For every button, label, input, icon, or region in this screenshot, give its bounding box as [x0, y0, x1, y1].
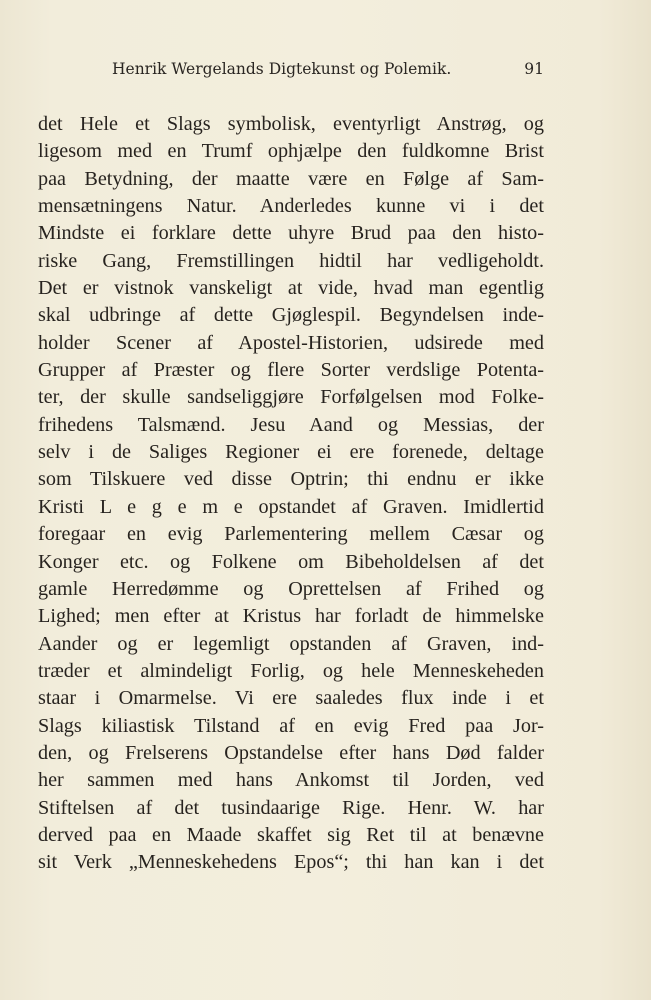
running-head: [112, 60, 544, 86]
text-line: Kristi L e g e m e opstandet af Graven. Imidlertid: [38, 495, 544, 518]
text-line: paa Betydning, der maatte være en Følge af Sam-: [38, 167, 544, 190]
text-line: Aander og er legemligt opstanden af Graven, ind-: [38, 632, 544, 655]
text-line: som Tilskuere ved disse Optrin; thi endnu er ikke: [38, 468, 544, 491]
text-line: riske Gang, Fremstillingen hidtil har vedligeholdt.: [38, 249, 544, 272]
text-line: gamle Herredømme og Oprettelsen af Frihed og: [38, 577, 544, 600]
running-title: Henrik Wergelands Digtekunst og Polemik.: [112, 60, 452, 78]
text-line: foregaar en evig Parlementering mellem Cæsar og: [38, 523, 544, 546]
text-line: ter, der skulle sandseliggjøre Forfølgelsen mod Folke-: [38, 386, 544, 409]
text-line: mensætningens Natur. Anderledes kunne vi i det: [38, 195, 544, 218]
text-line: frihedens Talsmænd. Jesu Aand og Messias, der: [38, 413, 544, 436]
text-line: Stiftelsen af det tusindaarige Rige. Henr. W. har: [38, 796, 544, 819]
text-line: skal udbringe af dette Gjøglespil. Begyndelsen inde-: [38, 304, 544, 327]
body-text: [38, 111, 544, 877]
text-line: selv i de Saliges Regioner ei ere forenede, deltage: [38, 441, 544, 464]
text-line: her sammen med hans Ankomst til Jorden, ved: [38, 769, 544, 792]
text-line: staar i Omarmelse. Vi ere saaledes flux inde i et: [38, 687, 544, 710]
text-line: holder Scener af Apostel-Historien, udsirede med: [38, 331, 544, 354]
text-line: Det er vistnok vanskeligt at vide, hvad man egentlig: [38, 277, 544, 300]
text-line: sit Verk „Menneskehedens Epos“; thi han kan i det: [38, 851, 544, 874]
text-line: træder et almindeligt Forlig, og hele Menneskeheden: [38, 659, 544, 682]
text-line: den, og Frelserens Opstandelse efter hans Død falder: [38, 741, 544, 764]
text-line: Konger etc. og Folkene om Bibeholdelsen af det: [38, 550, 544, 573]
text-line: Slags kiliastisk Tilstand af en evig Fred paa Jor-: [38, 714, 544, 737]
text-line: Mindste ei forklare dette uhyre Brud paa den histo-: [38, 222, 544, 245]
page-number: 91: [524, 60, 544, 78]
text-line: ligesom med en Trumf ophjælpe den fuldkomne Brist: [38, 140, 544, 163]
text-line: Grupper af Præster og flere Sorter verdslige Potenta-: [38, 359, 544, 382]
text-line: derved paa en Maade skaffet sig Ret til at benævne: [38, 823, 544, 846]
text-line: det Hele et Slags symbolisk, eventyrligt Anstrøg, og: [38, 113, 544, 135]
text-line: Lighed; men efter at Kristus har forladt de himmelske: [38, 605, 544, 628]
